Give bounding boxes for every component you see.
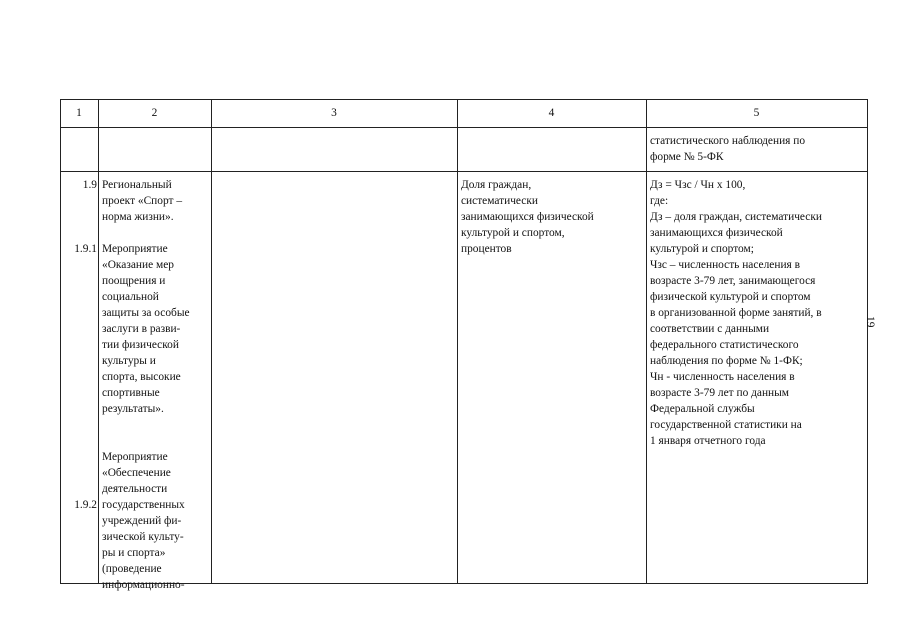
- header-col-3: 3: [331, 107, 337, 119]
- header-col-4: 4: [548, 107, 555, 119]
- header-col-1: 1: [76, 107, 82, 119]
- column-divider-3-4: [457, 99, 458, 584]
- continuation-col-5: статистического наблюдения по форме № 5-ФК: [650, 135, 806, 163]
- header-separator: [60, 127, 868, 128]
- header-col-5: 5: [753, 107, 760, 119]
- row-numbers: 1.9 1.9.1 1.9.2: [74, 179, 97, 511]
- indicator-table: [60, 99, 868, 591]
- header-col-2: 2: [151, 107, 158, 119]
- column-divider-4-5: [646, 99, 647, 584]
- table-border-top: [60, 99, 868, 100]
- table-border-right: [867, 99, 868, 584]
- column-divider-2-3: [211, 99, 212, 584]
- measures-description: Региональный проект «Спорт – норма жизни». Мероприятие «Оказание мер поощрения и социальной защиты за особые заслуги в разви- тии физической культуры и спорта, высокие спортивные результаты». Мероприятие «Обеспечение деятельности государственных учреждений фи- зической культу- ры и спорта» (проведение информационно-: [102, 179, 190, 591]
- calculation-method: Дз = Чзс / Чн х 100, где: Дз – доля граждан, систематически занимающихся физической культурой и спортом; Чзс – численность населения в возрасте 3-79 лет, занимающегося физической культурой и спортом в организованной форме занятий, в соответствии с данными федерального статистического наблюдения по форме № 1-ФК; Чн - численность населения в возрасте 3-79 лет по данным Федеральной службы государственной статистики на 1 января отчетного года: [650, 179, 822, 447]
- row-separator: [60, 171, 868, 172]
- table-border-left: [60, 99, 61, 584]
- page-number: 19: [864, 316, 876, 328]
- indicator-name: Доля граждан, систематически занимающихся физической культурой и спортом, процентов: [461, 179, 594, 255]
- column-divider-1-2: [98, 99, 99, 584]
